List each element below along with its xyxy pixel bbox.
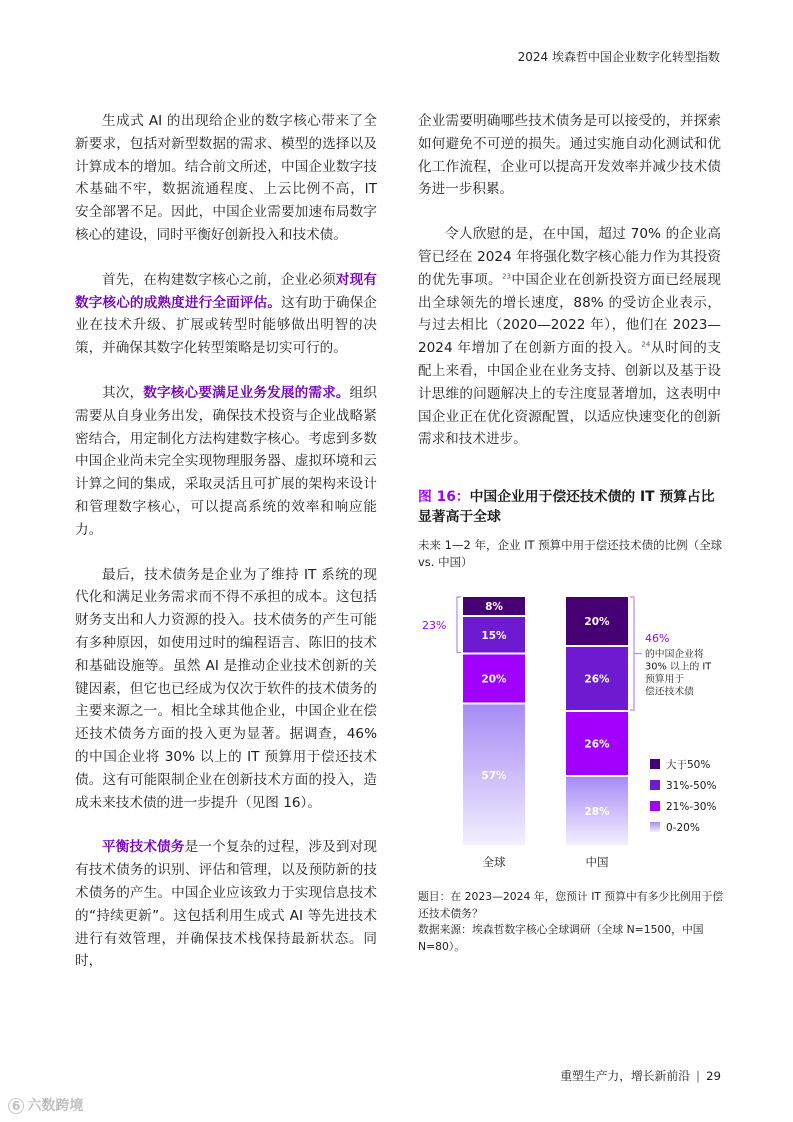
annotation-value: 23% bbox=[422, 618, 447, 632]
bar-value-label: 26% bbox=[584, 673, 610, 686]
figure-question: 题目：在 2023—2024 年，您预计 IT 预算中有多少比例用于偿还技术债务？ bbox=[418, 890, 724, 920]
text: 这有助于确保企业在技术升级、扩展或转型时能够做出明智的决策，并确保其数字化转型策略是切实可行的。 bbox=[75, 294, 378, 357]
stacked-bar-chart bbox=[418, 580, 728, 880]
legend-label: 31%-50% bbox=[666, 780, 717, 792]
highlight-text: 平衡技术债务 bbox=[102, 839, 185, 856]
figure-subtitle: 未来 1—2 年，企业 IT 预算中用于偿还技术债的比例（全球 vs. 中国） bbox=[418, 538, 723, 569]
text: 其次， bbox=[102, 384, 144, 401]
bar-value-label: 57% bbox=[481, 769, 507, 782]
legend-swatch bbox=[650, 759, 660, 769]
legend-swatch bbox=[650, 822, 660, 832]
right-column bbox=[418, 110, 721, 473]
category-label: 中国 bbox=[585, 855, 609, 869]
figure-number: 图 16： bbox=[418, 489, 470, 505]
paragraph: 生成式 AI 的出现给企业的数字核心带来了全新要求，包括对新型数据的需求、模型的选择以及计算成本的增加。结合前文所述，中国企业数字技术基础不牢，数据流通程度、上云比例不高，IT 安全部署不足。因此，中国企业需要加速布局数字核心的建设，同时平衡好创新投入和技术债。 bbox=[75, 113, 377, 243]
highlight-text: 对现有数字核心的成熟度进行全面评估。 bbox=[75, 271, 378, 311]
bar-value-label: 15% bbox=[481, 629, 507, 642]
footnote-ref[interactable]: 23 bbox=[502, 272, 511, 281]
text: 组织需要从自身业务出发，确保技术投资与企业战略紧密结合，用定制化方法构建数字核心。考虑到多数中国企业尚未完全实现物理服务器、虚拟环境和云计算之间的集成，采取灵活且可扩展的架构来设计和管理数字核心，可以提高系统的效率和响应能力。 bbox=[75, 384, 378, 538]
text: 从时间的支配上来看，中国企业在业务支持、创新以及基于设计思维的问题解决上的专注度显著增加，这表明中国企业正在优化资源配置，以适应快速变化的创新需求和技术进步。 bbox=[418, 340, 722, 448]
annotation-bracket bbox=[457, 597, 461, 653]
annotation-note: 的中国企业将 30% 以上的 IT 预算用于偿还技术债 bbox=[645, 649, 712, 698]
watermark bbox=[8, 1095, 83, 1115]
page-number: 29 bbox=[705, 1069, 721, 1083]
paragraph bbox=[75, 382, 377, 542]
footnote-ref[interactable]: 24 bbox=[641, 340, 651, 349]
watermark-text: 六数跨境 bbox=[27, 1098, 84, 1114]
text: 首先，在构建数字核心之前，企业必须 bbox=[102, 271, 336, 288]
paragraph bbox=[418, 223, 721, 451]
figure-source: 数据来源：埃森哲数字核心全球调研（全球 N=1500，中国 N=80）。 bbox=[418, 923, 704, 953]
paragraph bbox=[75, 269, 377, 360]
bar-value-label: 20% bbox=[584, 616, 610, 628]
text: 是一个复杂的过程，涉及到对现有技术债务的识别、评估和管理，以及预防新的技术债务的产生。中国企业应该致力于实现信息技术的“持续更新”。这包括利用生成式 AI 等先进技术进行有效管理，并确保技术栈保持最新状态。同时， bbox=[75, 839, 378, 970]
paragraph bbox=[75, 836, 377, 973]
legend-label: 21%-30% bbox=[666, 801, 717, 813]
text: 令人欣慰的是，在中国，超过 70% 的企业高管已经在 2024 年将强化数字核心能力作为其投资的优先事项。 bbox=[418, 226, 721, 288]
bar-value-label: 28% bbox=[584, 806, 610, 818]
bar-value-label: 20% bbox=[481, 673, 507, 686]
annotation-bracket bbox=[630, 597, 634, 710]
paragraph: 最后，技术债务是企业为了维持 IT 系统的现代化和满足业务需求而不得不承担的成本。这包括财务支出和人力资源的投入。技术债务的产生可能有多种原因，如使用过时的编程语言、陈旧的技术和基础设施等。虽然 AI 是推动企业技术创新的关键因素，但它也已经成为仅次于软件的技术债务的主要来源之一。相比全球其他企业，中国企业在偿还技术债务方面的投入更为显著。据调查，46% 的中国企业将 30% 以上的 IT 预算用于偿还技术债。这有可能限制企业在创新技术方面的投入，造成未来技术债的进一步提升（见图 16）。 bbox=[75, 566, 377, 811]
footer-separator: | bbox=[696, 1069, 700, 1083]
figure-title bbox=[418, 487, 728, 527]
figure-notes bbox=[418, 889, 728, 955]
legend-label: 大于50% bbox=[666, 759, 711, 771]
legend-swatch bbox=[650, 780, 660, 790]
paragraph: 企业需要明确哪些技术债务是可以接受的，并探索如何避免不可逆的损失。通过实施自动化测试和优化工作流程，企业可以提高开发效率并减少技术债务进一步积累。 bbox=[418, 113, 721, 198]
highlight-text: 数字核心要满足业务发展的需求。 bbox=[143, 384, 350, 401]
left-column bbox=[75, 110, 377, 995]
figure-title-text: 中国企业用于偿还技术债的 IT 预算占比显著高于全球 bbox=[418, 489, 715, 525]
watermark-logo-icon: 6 bbox=[8, 1098, 24, 1114]
text: 中国企业在创新投资方面已经展现出全球领先的增长速度，88% 的受访企业表示，与过去相比（2020—2022 年），他们在 2023—2024 年增加了在创新方面的投入。 bbox=[418, 271, 722, 357]
bar-value-label: 26% bbox=[584, 738, 610, 751]
page-footer bbox=[560, 1067, 721, 1084]
bar-value-label: 8% bbox=[485, 601, 503, 613]
legend-swatch bbox=[650, 801, 660, 811]
annotation-value: 46% bbox=[645, 632, 670, 645]
footer-text: 重塑生产力，增长新前沿 bbox=[560, 1069, 690, 1083]
legend-label: 0-20% bbox=[666, 822, 700, 834]
running-header: 2024 埃森哲中国企业数字化转型指数 bbox=[517, 50, 720, 64]
category-label: 全球 bbox=[482, 855, 506, 869]
